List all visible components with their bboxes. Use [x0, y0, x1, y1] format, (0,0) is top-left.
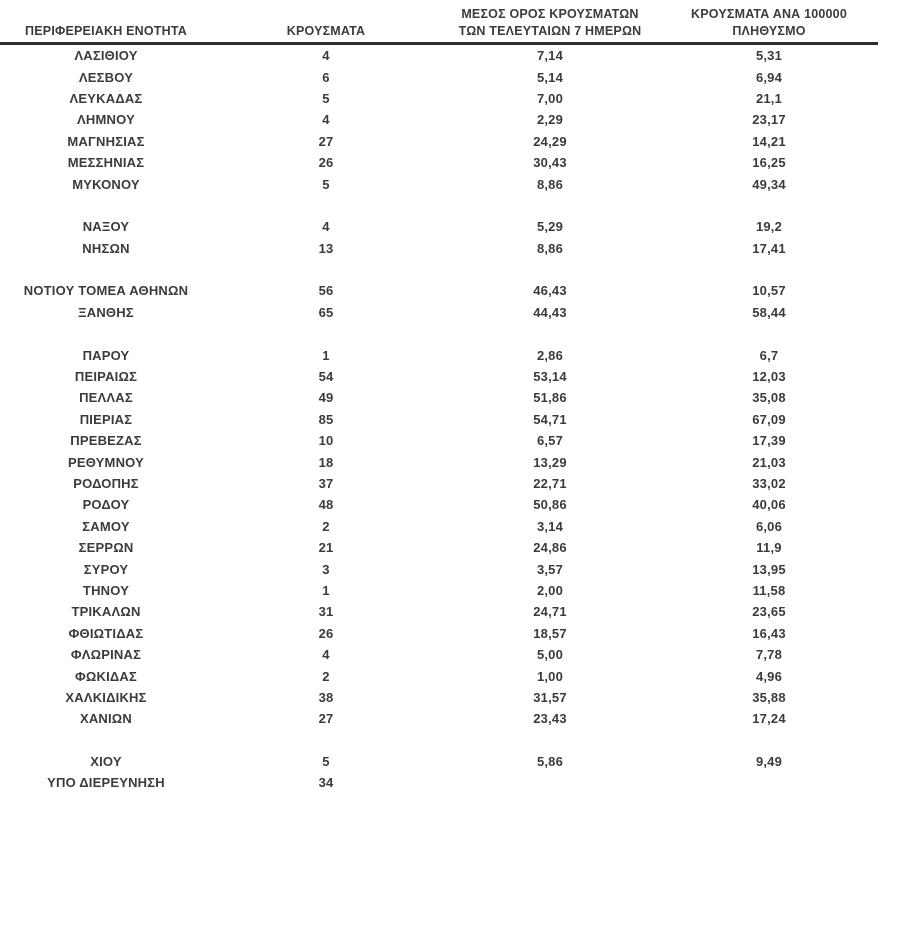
table-row — [0, 409, 878, 430]
table-row — [0, 44, 878, 67]
cell-region: ΝΑΞΟΥ — [82, 219, 130, 235]
cell-cases: 3 — [322, 561, 330, 577]
cell-region: ΛΑΣΙΘΙΟΥ — [74, 48, 138, 64]
table-row — [0, 537, 878, 558]
table-row — [0, 238, 878, 259]
table-row — [0, 558, 878, 579]
table-row — [0, 644, 878, 665]
cell-avg_7day: 51,86 — [533, 390, 567, 406]
table-row — [0, 772, 878, 793]
cell-avg_7day: 8,86 — [536, 176, 564, 192]
cell-per_100k: 6,94 — [755, 69, 783, 85]
table-row — [0, 173, 878, 194]
cell-avg_7day — [440, 195, 660, 216]
cell-region: ΦΛΩΡΙΝΑΣ — [70, 647, 142, 663]
cell-per_100k: 19,2 — [755, 219, 783, 235]
cell-region: ΤΗΝΟΥ — [82, 582, 130, 598]
cell-cases: 37 — [318, 476, 334, 491]
cell-avg_7day: 13,29 — [533, 454, 567, 470]
cell-avg_7day: 46,43 — [533, 283, 567, 299]
cell-per_100k: 21,03 — [752, 454, 786, 470]
spacer-row — [0, 730, 878, 751]
cell-cases: 1 — [322, 582, 330, 598]
table-row — [0, 687, 878, 708]
cell-region: ΝΗΣΩΝ — [82, 240, 130, 256]
table-row — [0, 430, 878, 451]
table-row — [0, 516, 878, 537]
cell-region: ΛΕΣΒΟΥ — [78, 69, 134, 85]
cell-cases: 27 — [318, 711, 334, 727]
cell-region: ΤΡΙΚΑΛΩΝ — [71, 604, 141, 620]
cell-per_100k: 16,25 — [752, 155, 786, 171]
column-header-3-line-1: ΠΛΗΘΥΣΜΟ — [732, 23, 806, 38]
cell-avg_7day — [440, 259, 660, 280]
cell-cases: 4 — [322, 647, 330, 663]
cell-avg_7day: 22,71 — [533, 476, 567, 491]
column-header-2-line-0: ΜΕΣΟΣ ΟΡΟΣ ΚΡΟΥΣΜΑΤΩΝ — [461, 7, 639, 21]
cell-per_100k — [660, 730, 878, 751]
cell-cases: 85 — [318, 411, 334, 427]
column-header-3-line-0: ΚΡΟΥΣΜΑΤΑ ΑΝΑ 100000 — [691, 7, 847, 21]
cell-region — [0, 323, 212, 344]
table-row — [0, 131, 878, 152]
report-page — [0, 6, 900, 943]
cell-region — [0, 730, 212, 751]
cell-avg_7day — [440, 323, 660, 344]
column-header-1 — [212, 6, 440, 44]
cell-per_100k: 40,06 — [752, 497, 786, 513]
cell-avg_7day: 53,14 — [533, 369, 567, 385]
cell-cases: 5 — [322, 176, 330, 192]
cell-avg_7day: 18,57 — [533, 625, 567, 641]
table-header-row — [0, 6, 878, 44]
table-row — [0, 88, 878, 109]
cell-cases: 38 — [318, 689, 334, 705]
table-row — [0, 494, 878, 515]
cell-per_100k: 67,09 — [752, 411, 786, 427]
table-row — [0, 751, 878, 772]
cell-region: ΦΘΙΩΤΙΔΑΣ — [68, 625, 144, 641]
cell-cases: 4 — [322, 219, 330, 235]
cell-avg_7day: 50,86 — [533, 497, 567, 513]
cell-per_100k: 11,58 — [752, 582, 786, 598]
cell-per_100k — [660, 259, 878, 280]
cell-region: ΝΟΤΙΟΥ ΤΟΜΕΑ ΑΘΗΝΩΝ — [23, 283, 189, 299]
regional-cases-table — [0, 6, 878, 794]
cell-region: ΠΕΙΡΑΙΩΣ — [74, 369, 138, 385]
cell-avg_7day: 6,57 — [536, 433, 564, 449]
cell-per_100k: 16,43 — [752, 625, 786, 641]
cell-per_100k: 23,17 — [752, 112, 786, 128]
cell-per_100k: 21,1 — [755, 90, 783, 106]
cell-per_100k: 33,02 — [752, 476, 786, 491]
cell-cases: 4 — [322, 112, 330, 128]
cell-cases: 34 — [318, 775, 334, 791]
cell-per_100k: 14,21 — [752, 133, 786, 149]
cell-cases: 2 — [322, 518, 330, 534]
column-header-3 — [660, 6, 878, 44]
cell-per_100k — [660, 772, 878, 793]
column-header-0 — [0, 6, 212, 44]
spacer-row — [0, 323, 878, 344]
table-row — [0, 601, 878, 622]
cell-avg_7day: 24,29 — [533, 133, 567, 149]
cell-region: ΠΙΕΡΙΑΣ — [79, 411, 133, 427]
cell-avg_7day: 23,43 — [533, 711, 567, 727]
cell-region: ΣΥΡΟΥ — [83, 561, 129, 577]
cell-region: ΧΑΝΙΩΝ — [79, 711, 133, 727]
cell-cases: 56 — [318, 283, 334, 299]
cell-cases: 26 — [318, 625, 334, 641]
cell-cases: 10 — [318, 433, 334, 449]
table-body — [0, 44, 878, 794]
cell-avg_7day: 2,00 — [536, 582, 564, 598]
cell-avg_7day: 5,29 — [536, 219, 564, 235]
cell-region — [0, 259, 212, 280]
cell-region: ΣΕΡΡΩΝ — [78, 540, 134, 556]
cell-region: ΠΑΡΟΥ — [82, 347, 130, 363]
cell-per_100k: 58,44 — [752, 304, 786, 320]
cell-avg_7day: 30,43 — [533, 155, 567, 171]
cell-avg_7day: 7,14 — [536, 48, 564, 64]
cell-avg_7day: 7,00 — [536, 90, 564, 106]
cell-region: ΠΕΛΛΑΣ — [79, 390, 133, 406]
cell-avg_7day: 44,43 — [533, 304, 567, 320]
cell-avg_7day: 5,14 — [536, 69, 564, 85]
cell-region: ΡΟΔΟΥ — [82, 497, 130, 513]
table-row — [0, 302, 878, 323]
cell-per_100k — [660, 195, 878, 216]
cell-region: ΜΑΓΝΗΣΙΑΣ — [67, 133, 145, 149]
cell-region: ΣΑΜΟΥ — [82, 518, 130, 534]
cell-avg_7day: 2,29 — [536, 112, 564, 128]
cell-avg_7day: 5,00 — [536, 647, 564, 663]
cell-region: ΛΗΜΝΟΥ — [77, 112, 135, 128]
cell-cases: 21 — [318, 540, 334, 556]
cell-avg_7day: 2,86 — [536, 347, 564, 363]
cell-avg_7day: 5,86 — [536, 754, 564, 770]
cell-region: ΡΕΘΥΜΝΟΥ — [67, 454, 144, 470]
cell-cases: 27 — [318, 133, 334, 149]
table-row — [0, 665, 878, 686]
cell-cases: 1 — [322, 347, 330, 363]
cell-cases — [212, 323, 440, 344]
cell-per_100k: 17,24 — [752, 711, 786, 727]
cell-cases: 18 — [318, 454, 334, 470]
cell-per_100k — [660, 323, 878, 344]
cell-cases — [212, 259, 440, 280]
cell-region: ΡΟΔΟΠΗΣ — [73, 476, 139, 491]
cell-avg_7day — [440, 772, 660, 793]
cell-avg_7day: 3,57 — [536, 561, 564, 577]
cell-region: ΧΑΛΚΙΔΙΚΗΣ — [65, 689, 147, 705]
cell-cases: 48 — [318, 497, 334, 513]
cell-avg_7day: 8,86 — [536, 240, 564, 256]
table-row — [0, 473, 878, 494]
cell-per_100k: 23,65 — [752, 604, 786, 620]
cell-cases — [212, 195, 440, 216]
column-header-2 — [440, 6, 660, 44]
column-header-2-line-1: ΤΩΝ ΤΕΛΕΥΤΑΙΩΝ 7 ΗΜΕΡΩΝ — [458, 23, 642, 38]
cell-per_100k: 10,57 — [752, 283, 786, 299]
cell-per_100k: 6,06 — [755, 518, 783, 534]
cell-per_100k: 17,39 — [752, 433, 786, 449]
cell-avg_7day — [440, 730, 660, 751]
cell-per_100k: 49,34 — [752, 176, 786, 192]
cell-region: ΠΡΕΒΕΖΑΣ — [70, 433, 142, 449]
cell-avg_7day: 54,71 — [533, 411, 567, 427]
cell-cases: 6 — [322, 69, 330, 85]
table-row — [0, 109, 878, 130]
cell-cases — [212, 730, 440, 751]
cell-cases: 4 — [322, 48, 330, 64]
cell-avg_7day: 3,14 — [536, 518, 564, 534]
table-row — [0, 152, 878, 173]
cell-cases: 31 — [318, 604, 334, 620]
cell-region: ΜΥΚΟΝΟΥ — [72, 176, 140, 192]
cell-per_100k: 35,88 — [752, 689, 786, 705]
table-row — [0, 280, 878, 301]
table-row — [0, 216, 878, 237]
column-header-1-line-0: ΚΡΟΥΣΜΑΤΑ — [286, 23, 366, 38]
spacer-row — [0, 259, 878, 280]
cell-region — [0, 195, 212, 216]
cell-region: ΥΠΟ ΔΙΕΡΕΥΝΗΣΗ — [47, 775, 165, 791]
cell-cases: 13 — [318, 240, 334, 256]
spacer-row — [0, 195, 878, 216]
cell-per_100k: 17,41 — [752, 240, 786, 256]
cell-avg_7day: 1,00 — [536, 668, 564, 684]
table-row — [0, 366, 878, 387]
cell-per_100k: 13,95 — [752, 561, 786, 577]
table-row — [0, 623, 878, 644]
table-row — [0, 387, 878, 408]
cell-cases: 54 — [318, 369, 334, 385]
cell-per_100k: 11,9 — [756, 540, 782, 556]
cell-per_100k: 9,49 — [755, 754, 783, 770]
table-row — [0, 580, 878, 601]
cell-per_100k: 4,96 — [755, 668, 783, 684]
cell-cases: 26 — [318, 155, 334, 171]
cell-avg_7day: 24,86 — [533, 540, 567, 556]
cell-per_100k: 12,03 — [752, 369, 786, 385]
cell-cases: 49 — [318, 390, 334, 406]
table-row — [0, 451, 878, 472]
cell-region: ΜΕΣΣΗΝΙΑΣ — [67, 155, 145, 171]
table-row — [0, 344, 878, 365]
cell-per_100k: 7,78 — [755, 647, 783, 663]
cell-per_100k: 5,31 — [755, 48, 783, 64]
cell-region: ΞΑΝΘΗΣ — [78, 304, 134, 320]
cell-avg_7day: 31,57 — [533, 689, 567, 705]
column-header-0-line-0: ΠΕΡΙΦΕΡΕΙΑΚΗ ΕΝΟΤΗΤΑ — [25, 23, 187, 38]
cell-region: ΧΙΟΥ — [90, 754, 122, 770]
cell-cases: 65 — [318, 304, 334, 320]
table-row — [0, 66, 878, 87]
cell-cases: 5 — [322, 754, 330, 770]
cell-per_100k: 6,7 — [759, 347, 779, 363]
cell-avg_7day: 24,71 — [533, 604, 567, 620]
cell-region: ΛΕΥΚΑΔΑΣ — [69, 90, 143, 106]
cell-cases: 2 — [322, 668, 330, 684]
cell-region: ΦΩΚΙΔΑΣ — [74, 668, 138, 684]
table-row — [0, 708, 878, 729]
cell-per_100k: 35,08 — [752, 390, 786, 406]
cell-cases: 5 — [322, 90, 330, 106]
